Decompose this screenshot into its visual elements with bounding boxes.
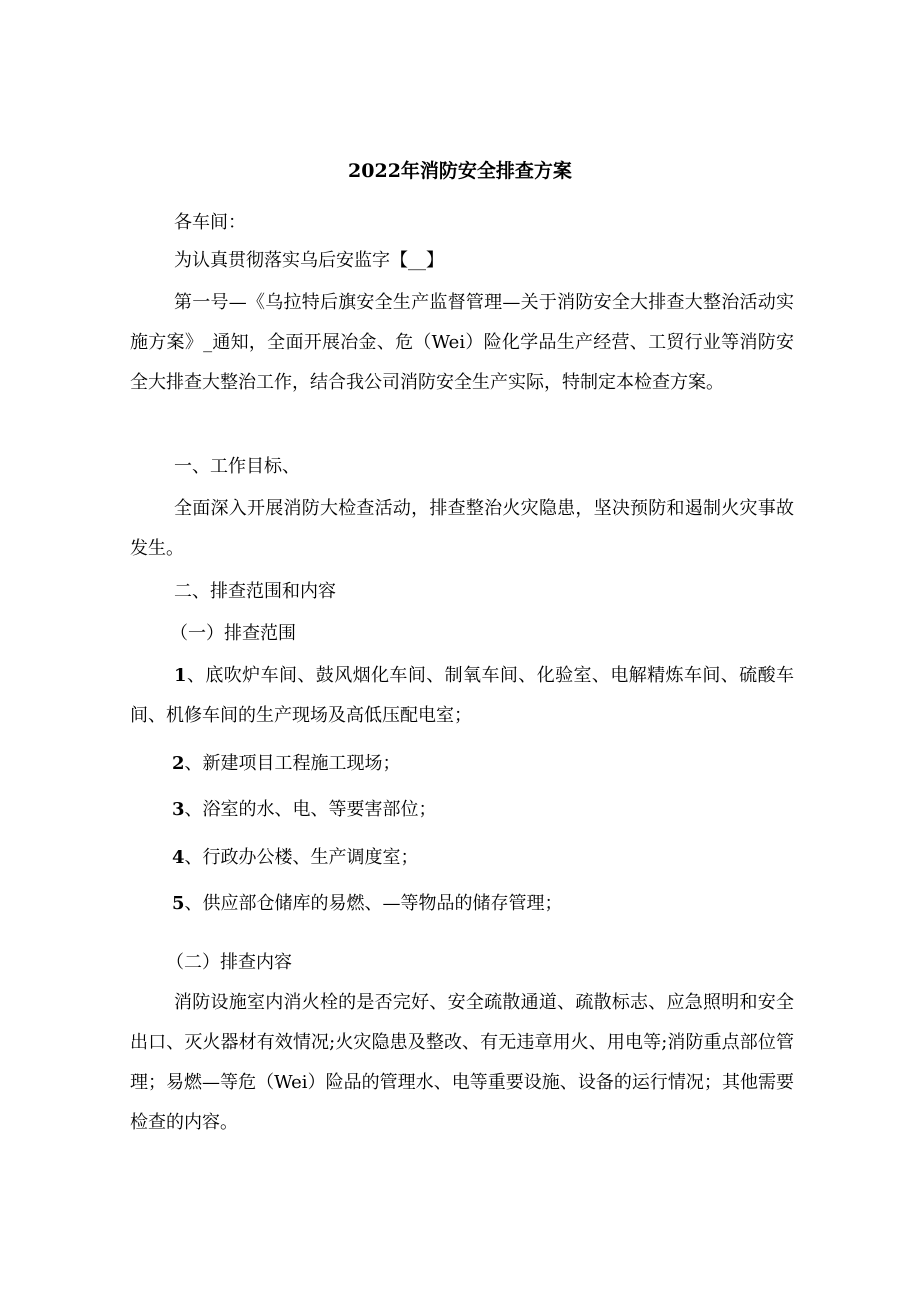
intro-paragraph: 第一号—《乌拉特后旗安全生产监督管理—关于消防安全大排查大整治活动实施方案》_通知，全面开展冶金、危（Wei）险化学品生产经营、工贸行业等消防安全大排查大整治工作，结合我公司消防安全生产实际，特制定本检查方案。 bbox=[130, 292, 794, 393]
scope-item bbox=[130, 656, 794, 736]
scope-item-number: 2 bbox=[172, 753, 185, 774]
page-title: 2022年消防安全排查方案 bbox=[348, 160, 572, 182]
scope-item-text: 、新建项目工程施工现场； bbox=[184, 753, 401, 774]
scope-item bbox=[172, 790, 437, 830]
scope-item-text: 、浴室的水、电、等要害部位； bbox=[184, 799, 437, 820]
section2-heading: 二、排查范围和内容 bbox=[174, 581, 336, 602]
scope-item bbox=[172, 744, 401, 784]
content-text: 消防设施室内消火栓的是否完好、安全疏散通道、疏散标志、应急照明和安全出口、灭火器材有效情况;火灾隐患及整改、有无违章用火、用电等;消防重点部位管理；易燃—等危（Wei）险品的管理水、电等重要设施、设备的运行情况；其他需要检查的内容。 bbox=[130, 992, 794, 1133]
scope-item-text: 、底吹炉车间、鼓风烟化车间、制氧车间、化验室、电解精炼车间、硫酸车间、机修车间的生产现场及高低压配电室； bbox=[130, 665, 794, 726]
scope-item-number: 1 bbox=[174, 665, 187, 686]
scope-item bbox=[172, 884, 563, 924]
scope-item-number: 5 bbox=[172, 893, 185, 914]
intro-line: 为认真贯彻落实乌后安监字【__】 bbox=[174, 250, 444, 271]
scope-heading: （一）排查范围 bbox=[170, 623, 296, 644]
section1-heading: 一、工作目标、 bbox=[174, 456, 300, 477]
salutation: 各车间： bbox=[174, 212, 246, 233]
scope-item-number: 3 bbox=[172, 799, 185, 820]
scope-item bbox=[172, 838, 419, 878]
scope-item-text: 、供应部仓储库的易燃、—等物品的储存管理； bbox=[184, 893, 563, 914]
scope-item-number: 4 bbox=[172, 847, 185, 868]
section1-text: 全面深入开展消防大检查活动，排查整治火灾隐患，坚决预防和遏制火灾事故发生。 bbox=[130, 498, 794, 559]
content-heading: （二）排查内容 bbox=[166, 952, 292, 973]
scope-item-text: 、行政办公楼、生产调度室； bbox=[184, 847, 419, 868]
